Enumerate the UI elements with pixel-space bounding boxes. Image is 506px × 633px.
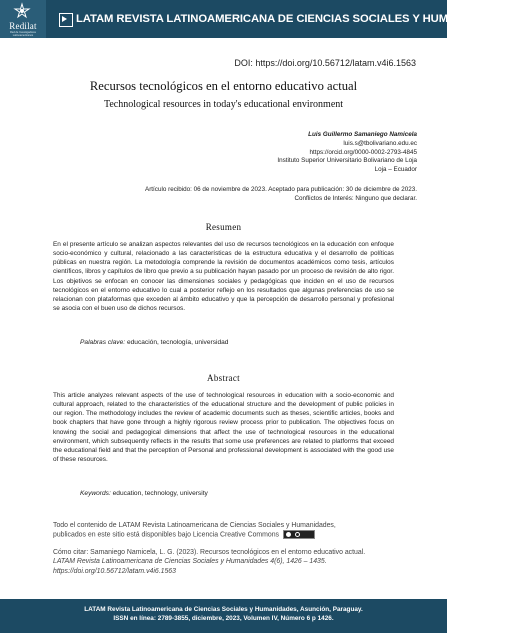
author-location: Loja – Ecuador	[374, 166, 417, 174]
cc-by-badge-icon[interactable]	[283, 530, 315, 539]
footer-line-1: LATAM Revista Latinoamericana de Ciencias Sociales y Humanidades, Asunción, Paraguay.	[84, 606, 363, 613]
abstract-text: This article analyzes relevant aspects of the use of technological resources in education with a socio-economic and cultural approach, related to the characteristics of the educational structure and the development of public policies in our region. The methodology includes the review of academic documents such as theses, scientific articles, books and book chapters that have gone through a highly rigorous review process prior to publication. The objectives focus on knowing the social and pedagogical dimensions that affect the use of technological resources in the educational environment, which subsequently reflects in the results that some use preferences are related to platforms that exceed the educational field and that the perception of Personal and professional development is associated with the good use of these resources.	[53, 392, 394, 464]
palabras-clave-label: Palabras clave:	[80, 339, 126, 346]
license-line-2-wrap	[53, 530, 413, 540]
author-name: Luis Guillermo Samaniego Namicela	[308, 131, 417, 138]
citation-block	[53, 548, 403, 576]
journal-header-bar	[0, 0, 506, 38]
author-orcid[interactable]: https://orcid.org/0000-0002-2793-4845	[309, 148, 417, 156]
palabras-clave-values: educación, tecnología, universidad	[126, 339, 229, 346]
redilat-subtitle: Red de Investigadores Latinoamericanos	[10, 31, 36, 37]
license-line-1: Todo el contenido de LATAM Revista Latinoamericana de Ciencias Sociales y Humanidades,	[53, 522, 336, 529]
author-block	[277, 131, 417, 175]
conflicts-of-interest: Conflictos de Interés: Ninguno que declarar.	[294, 194, 417, 202]
palabras-clave	[80, 339, 228, 346]
abstract-heading: Abstract	[207, 373, 240, 383]
resumen-text: En el presente artículo se analizan aspectos relevantes del uso de recursos tecnológicos en la educación con enfoque socio-económico y cultural, relacionado a las características de la estructura educativa y el desarrollo de políticas públicas en nuestra región. La metodología comprende la revisión de documentos académicos como tesis, artículos científicos, libros y capítulos de libro que previo a su publicación hayan pasado por un proceso de revisión de alto rigor. Los objetivos se enfocan en conocer las dimensiones sociales y pedagógicas que inciden en el uso de recursos tecnológicos en el entorno educativo lo cual a posterior reflejo en los resultados que algunas preferencias de uso se relacionan con plataformas que exceden al ámbito educativo y que la percepción de desarrollo personal y profesional se asocia con el buen uso de dichos recursos.	[53, 241, 394, 313]
keywords	[80, 490, 208, 497]
resumen-heading: Resumen	[205, 222, 242, 232]
article-dates	[145, 186, 417, 203]
author-email[interactable]: luis.s@tbolivariano.edu.ec	[343, 139, 417, 147]
citation-line-1: Cómo citar: Samaniego Namicela, L. G. (2023). Recursos tecnológicos en el entorno educativo actual.	[53, 549, 366, 556]
redilat-logo-box	[0, 0, 46, 38]
author-institution: Instituto Superior Universitario Bolivariano de Loja	[277, 157, 417, 165]
license-notice	[53, 521, 413, 540]
doi-link[interactable]: DOI: https://doi.org/10.56712/latam.v4i6.1563	[234, 58, 416, 68]
license-line-2: publicados en este sitio está disponibles bajo Licencia Creative Commons	[53, 531, 279, 539]
footer-line-2: ISSN en línea: 2789-3855, diciembre, 2023, Volumen IV, Número 6 p 1426.	[113, 615, 334, 623]
article-title-spanish: Recursos tecnológicos en el entorno educativo actual	[89, 79, 358, 93]
keywords-values: education, technology, university	[112, 490, 208, 497]
citation-doi[interactable]: https://doi.org/10.56712/latam.v4i6.1563	[53, 567, 176, 575]
redilat-name: Redilat	[9, 21, 37, 31]
redilat-logo-icon	[11, 3, 33, 21]
latam-logo-icon	[59, 13, 73, 27]
citation-line-2: LATAM Revista Latinoamericana de Ciencias Sociales y Humanidades 4(6), 1426 – 1435.	[53, 558, 327, 566]
keywords-label: Keywords:	[80, 490, 111, 497]
received-accepted-dates: Artículo recibido: 06 de noviembre de 2023. Aceptado para publicación: 30 de diciembre de 2023.	[145, 186, 417, 193]
article-title-english: Technological resources in today's educational environment	[103, 99, 344, 110]
journal-footer-bar	[0, 599, 447, 633]
journal-title: LATAM REVISTA LATINOAMERICANA DE CIENCIAS SOCIALES Y HUMANIDADES	[76, 13, 506, 25]
